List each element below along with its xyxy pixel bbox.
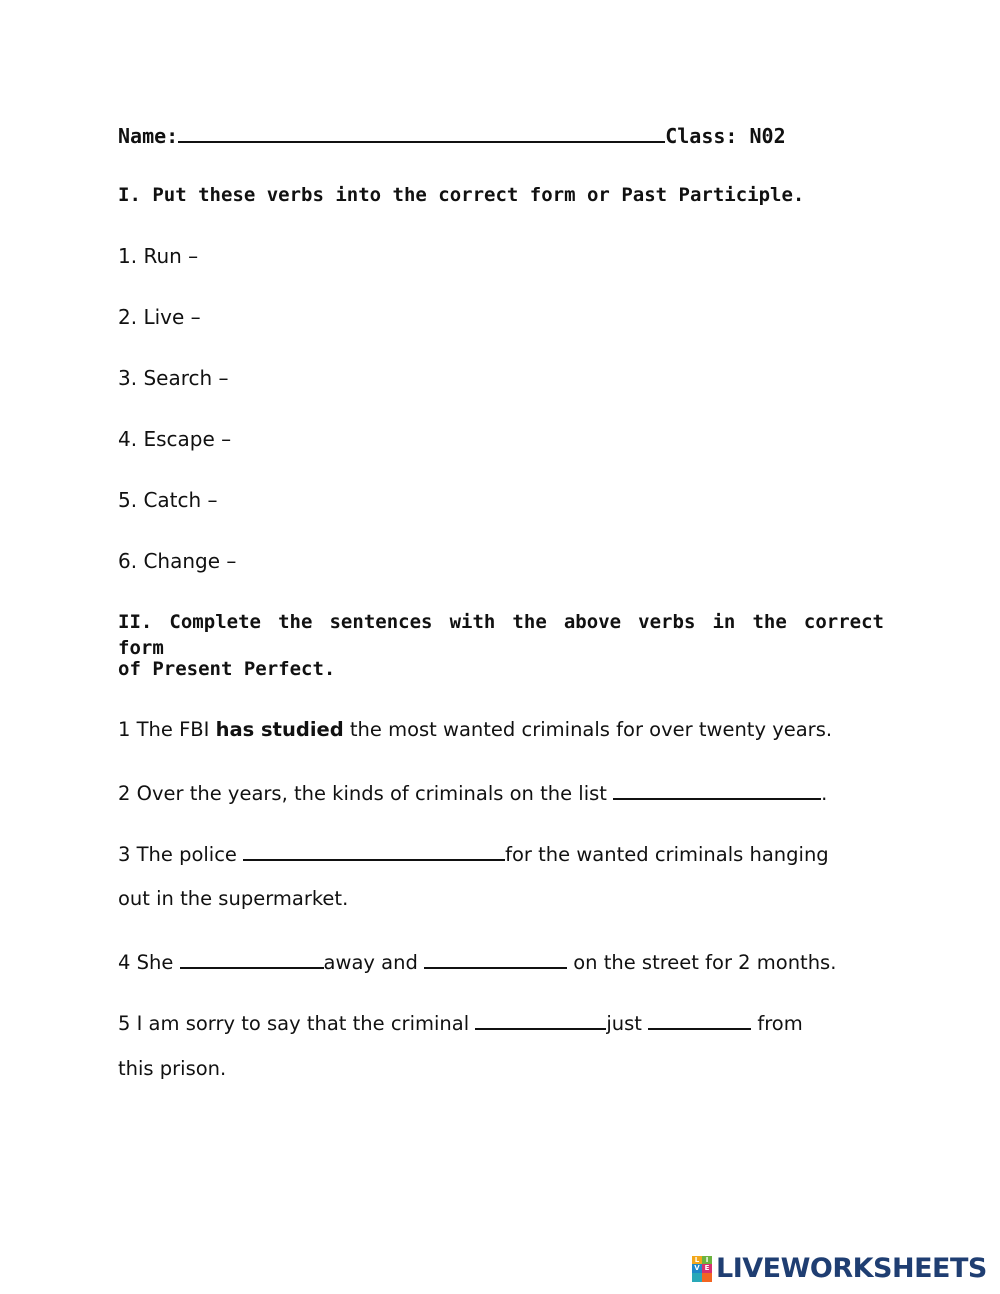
logo-tile: L: [692, 1256, 702, 1264]
sentence-4-prefix: 4 She: [118, 951, 180, 974]
liveworksheets-logo-text: LIVEWORKSHEETS: [716, 1253, 987, 1284]
sentence-2: [118, 778, 884, 807]
sentence-4-middle: away and: [323, 951, 425, 974]
sentence-5: [118, 1008, 884, 1037]
sentence-5-prefix: 5 I am sorry to say that the criminal: [118, 1012, 476, 1035]
liveworksheets-logo: [692, 1255, 987, 1283]
sentence-1-prefix: 1 The FBI: [118, 718, 216, 741]
sentence-3-blank[interactable]: [243, 839, 505, 861]
section2-title-line1: II. Complete the sentences with the above verbs in the correct form: [118, 611, 884, 659]
sentence-3-suffix: for the wanted criminals hanging: [505, 843, 829, 866]
sentence-4-blank-2[interactable]: [424, 947, 567, 969]
verb-label: 3. Search –: [118, 366, 229, 390]
sentence-1: [118, 717, 884, 743]
logo-tile: [692, 1273, 702, 1282]
sentence-5-blank-1[interactable]: [475, 1008, 606, 1030]
logo-tile: I: [702, 1256, 712, 1264]
sentence-5-line2: this prison.: [118, 1057, 227, 1080]
logo-tile: E: [702, 1264, 712, 1273]
name-field[interactable]: [178, 121, 665, 143]
sentence-3-line2: out in the supermarket.: [118, 887, 349, 910]
verb-label: 1. Run –: [118, 244, 199, 268]
verb-item-change: [118, 548, 884, 574]
sentence-5-blank-2[interactable]: [648, 1008, 751, 1030]
section2-title-line2: of Present Perfect.: [118, 658, 336, 680]
sentence-4-blank-1[interactable]: [180, 947, 324, 969]
sentence-5-middle: just: [606, 1012, 649, 1035]
name-label: Name:: [118, 124, 179, 148]
sentence-3-prefix: 3 The police: [118, 843, 244, 866]
header-line: [118, 121, 884, 149]
sentence-1-suffix: the most wanted criminals for over twenty years.: [343, 718, 833, 741]
verb-item-search: [118, 365, 884, 391]
sentence-4: [118, 947, 884, 976]
verb-label: 6. Change –: [118, 549, 237, 573]
verb-item-run: [118, 243, 884, 269]
sentence-3: [118, 839, 884, 868]
verb-item-escape: [118, 426, 884, 452]
verb-item-catch: [118, 487, 884, 513]
sentence-5-suffix: from: [751, 1012, 803, 1035]
verb-label: 5. Catch –: [118, 488, 218, 512]
class-label: Class: N02: [665, 124, 786, 148]
verb-item-live: [118, 304, 884, 330]
verb-label: 4. Escape –: [118, 427, 232, 451]
logo-tile: V: [692, 1264, 702, 1273]
logo-tile: [702, 1273, 712, 1282]
sentence-2-blank[interactable]: [613, 778, 821, 800]
section1-title: I. Put these verbs into the correct form or Past Participle.: [118, 184, 805, 206]
sentence-2-suffix: .: [821, 782, 828, 805]
sentence-2-prefix: 2 Over the years, the kinds of criminals on the list: [118, 782, 614, 805]
sentence-1-answer: has studied: [215, 718, 344, 741]
sentence-4-suffix: on the street for 2 months.: [567, 951, 837, 974]
verb-label: 2. Live –: [118, 305, 201, 329]
liveworksheets-logo-icon: [692, 1256, 712, 1282]
